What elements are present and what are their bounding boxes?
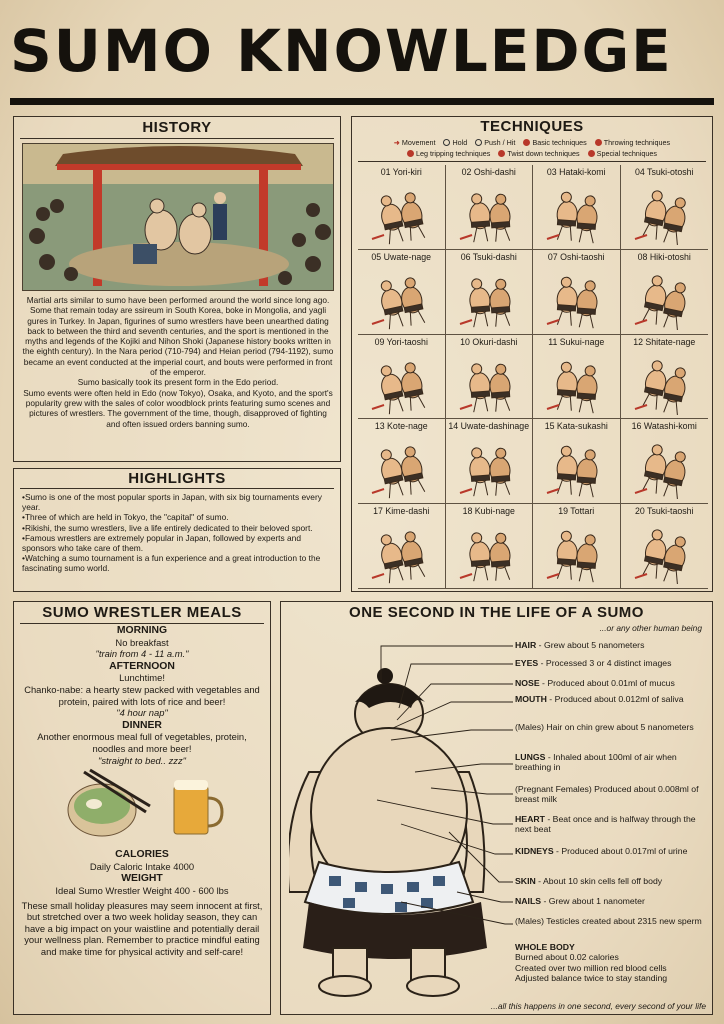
legend-item: Basic techniques [523,137,586,148]
technique-name: 15 Kata-sukashi [544,421,608,432]
meal-label: AFTERNOON [109,660,175,672]
history-panel [13,116,341,462]
wrestlers-pose-image [629,185,701,245]
wrestlers-pose-image [629,355,701,415]
special-technique-icon [588,150,595,157]
wrestlers-pose-image [541,524,613,584]
list-item: • Rikishi, the sumo wrestlers, live a life entirely dedicated to their beloved sport. [22,523,332,533]
technique-name: 13 Kote-nage [374,421,428,432]
meal-weight [14,873,270,896]
technique-cell [358,165,446,250]
wrestlers-pose-image [366,439,438,499]
basic-technique-icon [523,139,530,146]
wrestlers-pose-image [541,185,613,245]
highlights-list [14,489,340,574]
technique-name: 04 Tsuki-otoshi [634,167,694,177]
technique-cell [446,419,534,504]
wrestlers-pose-image [541,270,613,330]
technique-cell [533,250,621,335]
one-second-footer: ...all this happens in one second, every second of your life [490,1001,706,1011]
fact-text: - Produced about 0.012ml of saliva [546,694,684,704]
fact-text: - Grew about 1 nanometer [541,896,645,906]
techniques-panel [351,116,713,592]
meal-label: DINNER [122,719,162,731]
hold-icon [443,139,450,146]
sumo-woodblock-image [22,143,334,291]
meal-label: MORNING [116,625,168,636]
legend-item: Throwing techniques [595,137,670,148]
legend-item: Special techniques [588,148,657,159]
title-divider [10,98,714,105]
wrestlers-pose-image [366,524,438,584]
fact-item [515,784,709,805]
technique-name: 14 Uwate-dashinage [448,421,530,432]
technique-name: 20 Tsuki-taoshi [634,506,694,517]
fact-item [515,752,709,773]
history-paragraph: Sumo basically took its present form in the Edo period. [77,377,279,388]
meals-closing [14,900,270,958]
fact-label: HEART [515,814,545,824]
meal-text: No breakfast [115,636,169,648]
technique-cell [358,504,446,589]
fact-label: MOUTH [515,694,547,704]
fact-label: EYES [515,658,539,668]
technique-name: 01 Yori-kiri [380,167,422,177]
meal-note: "straight to bed.. zzz" [98,754,186,766]
technique-cell [533,335,621,420]
technique-cell [358,250,446,335]
fact-text: - Grew about 5 nanometers [536,640,645,650]
fact-text: (Males) Testicles created about 2315 new sperm [515,916,702,926]
one-second-panel [280,601,713,1015]
whole-body-line: Burned about 0.02 calories [515,952,619,963]
wrestlers-pose-image [366,355,438,415]
technique-cell [621,419,709,504]
wrestlers-pose-image [454,270,526,330]
wrestlers-pose-image [454,524,526,584]
technique-cell [621,335,709,420]
legend-item: Twist down techniques [498,148,579,159]
technique-name: 05 Uwate-nage [371,251,432,262]
fact-item [515,694,709,704]
one-second-heading: ONE SECOND IN THE LIFE OF A SUMO [349,604,644,621]
meal-note: "4 hour nap" [116,707,168,719]
fact-label: LUNGS [515,752,546,762]
page-title: SUMO KNOWLEDGE [10,17,673,85]
fact-text: (Males) Hair on chin grew about 5 nanometers [515,722,694,732]
fact-text: - Produced about 0.01ml of mucus [539,678,675,688]
fact-text: - Beat once and is halfway through the next beat [515,814,696,835]
fact-text: - Processed 3 or 4 distinct images [538,658,672,668]
technique-name: 11 Sukui-nage [548,336,605,347]
techniques-legend [358,137,706,162]
legend-item: Hold [443,137,467,148]
fact-text: - Produced about 0.017ml of urine [553,846,688,856]
fact-label: HAIR [515,640,537,650]
meals-panel [13,601,271,1015]
fact-item [515,658,709,668]
technique-name: 12 Shitate-nage [633,336,696,347]
technique-name: 06 Tsuki-dashi [460,251,517,262]
technique-name: 17 Kime-dashi [373,506,430,517]
technique-cell [446,165,534,250]
history-heading: HISTORY [20,117,334,139]
techniques-heading: TECHNIQUES [480,118,584,135]
fact-label: KIDNEYS [515,846,554,856]
technique-name: 10 Okuri-dashi [460,336,518,347]
fact-item [515,896,709,906]
fact-label: SKIN [515,876,536,886]
wrestlers-pose-image [454,355,526,415]
meal-text: Daily Caloric Intake 4000 [89,860,195,872]
list-item: • Sumo is one of the most popular sports in Japan, with six big tournaments every year. [22,492,332,512]
fact-item [515,678,709,688]
meal-detail: Chanko-nabe: a hearty stew packed with vegetables and protein, paired with lots of rice and beer! [24,683,260,707]
closing-text: These small holiday pleasures may seem innocent at first, but stretched over a two week holiday season, they can have a big impact on your waistline and potentially derail your wellness plan. Remember to practice mindful eating and make time for physical activity and self-care! [21,899,263,957]
history-text [22,295,334,429]
fact-text: - About 10 skin cells fell off body [535,876,663,886]
whole-body-block [515,942,711,984]
fact-item [515,846,709,856]
fact-label: NOSE [515,678,540,688]
whole-body-label: WHOLE BODY [515,942,575,952]
wrestlers-pose-image [629,524,701,584]
history-paragraph: Sumo events were often held in Edo (now Tokyo), Osaka, and Kyoto, and the sport's popularity grew with the sales of color woodblock prints featuring sumo scenes and pictures of wrestlers. The government of the time, though, disapproved of fighting and often issued orders banning sumo. [23,387,333,429]
list-item: • Three of which are held in Tokyo, the "capital" of sumo. [22,512,332,522]
wrestlers-pose-image [629,439,701,499]
whole-body-line: Created over two million red blood cells [515,962,667,973]
list-item: • Watching a sumo tournament is a fun experience and a great introduction to the fascinating sumo world. [22,553,332,573]
throwing-technique-icon [595,139,602,146]
meal-text: Lunchtime! [119,672,165,684]
highlights-heading: HIGHLIGHTS [20,469,334,489]
fact-item [515,722,709,732]
fact-item [515,916,709,926]
fact-text: (Pregnant Females) Produced about 0.008ml of breast milk [515,784,699,805]
wrestlers-pose-image [454,439,526,499]
meal-text: Ideal Sumo Wrestler Weight 400 - 600 lbs [55,884,229,896]
technique-cell [533,419,621,504]
legend-item: Push / Hit [475,137,515,148]
technique-cell [446,504,534,589]
technique-cell [358,335,446,420]
fact-text: - Inhaled about 100ml of air when breathing in [515,752,677,773]
technique-cell [446,250,534,335]
food-illustration [14,766,270,848]
fact-label: NAILS [515,896,542,906]
wrestlers-pose-image [366,185,438,245]
technique-name: 07 Oshi-taoshi [547,251,605,262]
sumo-wrestler-illustration [289,662,507,1002]
technique-name: 02 Oshi-dashi [461,167,516,177]
meal-calories [14,849,270,872]
technique-name: 19 Tottari [558,506,595,517]
fact-item [515,814,709,835]
ramen-and-beer-image [14,766,270,848]
wrestlers-pose-image [541,439,613,499]
technique-name: 03 Hataki-komi [546,167,606,177]
one-second-subtitle: ...or any other human being [599,623,702,633]
technique-name: 18 Kubi-nage [462,506,515,517]
technique-cell [621,504,709,589]
technique-cell [358,419,446,504]
arrow-icon: ➜ [393,138,400,147]
arena-illustration [23,144,334,291]
technique-name: 09 Yori-taoshi [374,336,428,347]
wrestlers-pose-image [454,185,526,245]
highlights-panel [13,468,341,592]
meal-note: "train from 4 - 11 a.m." [95,648,189,660]
technique-cell [446,335,534,420]
whole-body-line: Adjusted balance twice to stay standing [515,973,668,984]
wrestlers-pose-image [629,270,701,330]
meal-afternoon [14,661,270,719]
meal-dinner [14,720,270,766]
technique-cell [533,165,621,250]
meals-heading: SUMO WRESTLER MEALS [20,602,264,624]
push-icon [475,139,482,146]
meal-label: WEIGHT [121,873,163,885]
list-item: • Famous wrestlers are extremely popular in Japan, followed by experts and sponsors who take care of them. [22,533,332,553]
technique-cell [533,504,621,589]
technique-name: 16 Watashi-komi [631,421,697,432]
fact-item [515,640,709,650]
fact-item [515,876,709,886]
technique-name: 08 Hiki-otoshi [637,251,691,262]
wrestlers-pose-image [541,355,613,415]
techniques-grid [358,165,708,589]
twist-down-icon [498,150,505,157]
technique-cell [621,165,709,250]
meal-text: Another enormous meal full of vegetables, protein, noodles and more beer! [37,731,247,754]
meal-label: CALORIES [115,849,169,861]
leg-tripping-icon [407,150,414,157]
history-paragraph: Martial arts similar to sumo have been performed around the world since long ago. Some that remain today are ssireum in South Korea, boke in Mongolia, and yagli gures in Turkey. In Japan, figurines of sumo wrestlers have been unearthed dating back to between the third and seventh centuries, and the sport is mentioned in the myths and legends of the Kojiki and Nihon Shoki (Japanese history books written in the eighth century). In the Nara period (710-794) and Heian period (794-1192), sumo became an event conducted at the imperial court, and bouts were performed in front of the emperor. [22,295,334,378]
wrestlers-pose-image [366,270,438,330]
technique-cell [621,250,709,335]
meal-morning [14,625,270,660]
legend-item: Leg tripping techniques [407,148,490,159]
legend-item: ➜ Movement [393,138,436,147]
